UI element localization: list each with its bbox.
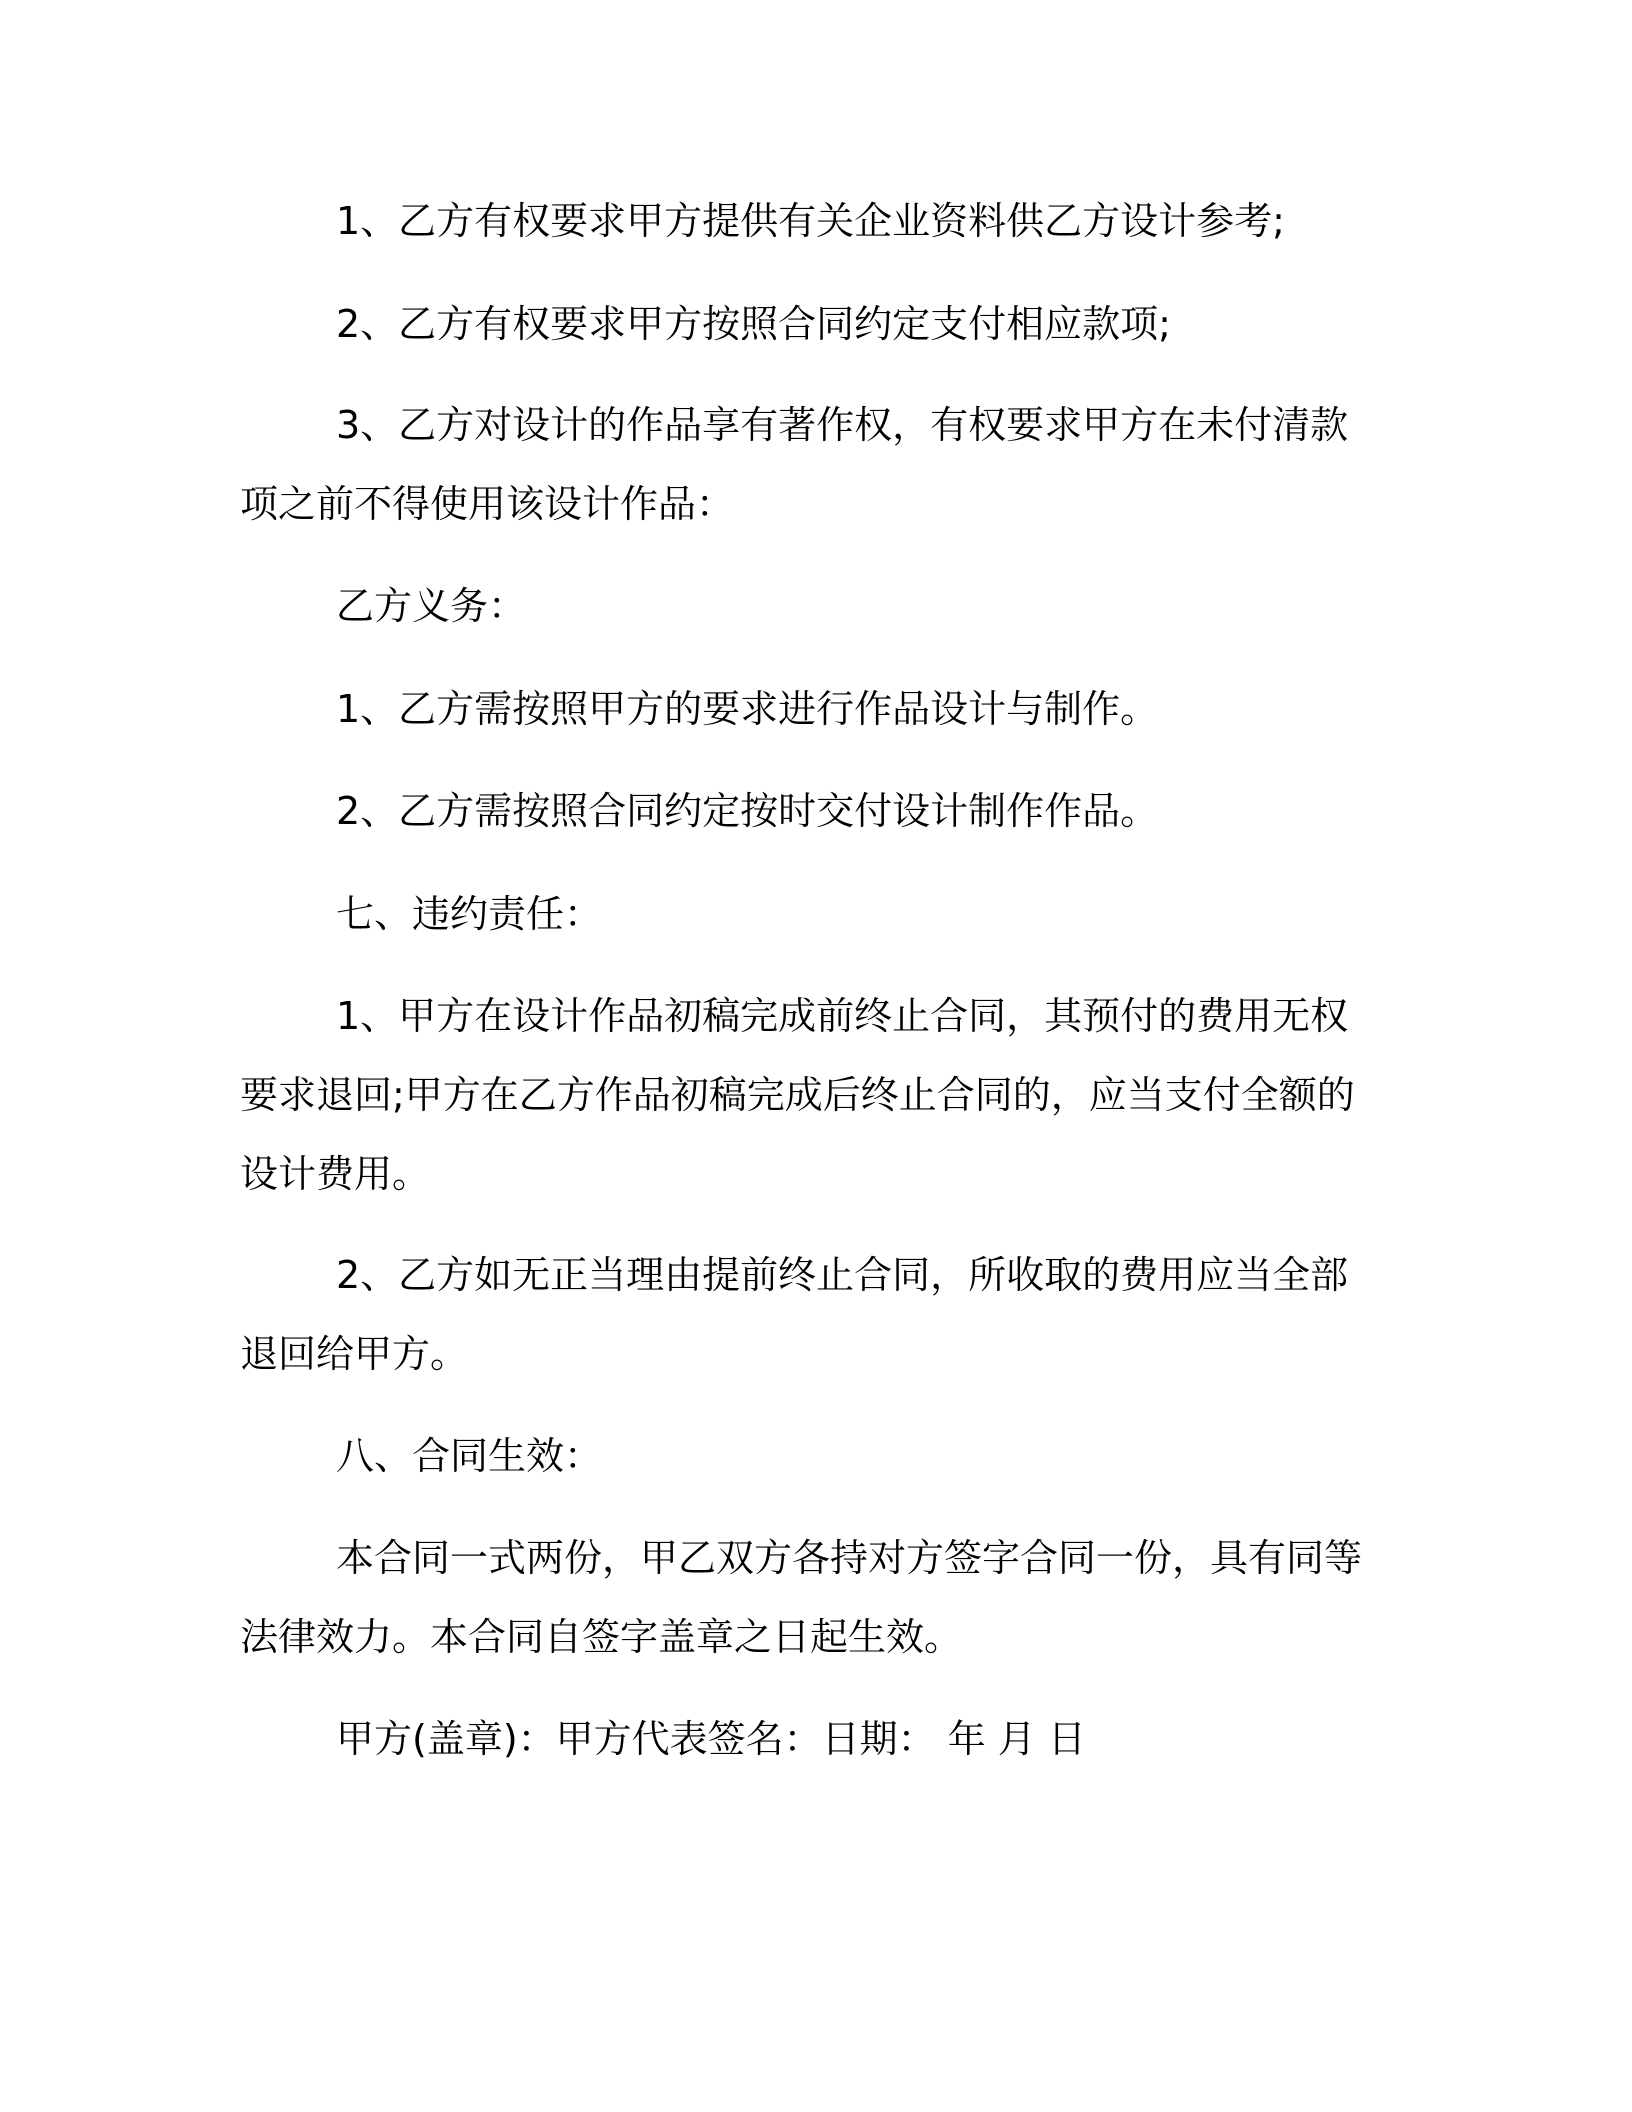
paragraph-obligation-1: 1、乙方需按照甲方的要求进行作品设计与制作。 — [336, 687, 1159, 731]
paragraph-liability-1: 1、甲方在设计作品初稿完成前终止合同，其预付的费用无权要求退回;甲方在乙方作品初稿完成后终止合同的，应当支付全额的设计费用。 — [240, 994, 1355, 1196]
paragraph-rights-1: 1、乙方有权要求甲方提供有关企业资料供乙方设计参考; — [336, 199, 1285, 243]
section-heading-effectiveness: 八、合同生效： — [336, 1434, 603, 1478]
paragraph-liability-2: 2、乙方如无正当理由提前终止合同，所收取的费用应当全部退回给甲方。 — [240, 1253, 1349, 1376]
paragraph-rights-2: 2、乙方有权要求甲方按照合同约定支付相应款项; — [336, 302, 1171, 346]
paragraph-obligation-2: 2、乙方需按照合同约定按时交付设计制作作品。 — [336, 789, 1159, 833]
section-heading-obligations: 乙方义务： — [336, 584, 527, 628]
section-heading-liability: 七、违约责任： — [336, 892, 603, 936]
paragraph-effectiveness: 本合同一式两份，甲乙双方各持对方签字合同一份，具有同等法律效力。本合同自签字盖章之日起生效。 — [240, 1536, 1363, 1659]
signature-line: 甲方(盖章)：甲方代表签名：日期： 年 月 日 — [336, 1717, 1086, 1761]
paragraph-rights-3: 3、乙方对设计的作品享有著作权，有权要求甲方在未付清款项之前不得使用该设计作品： — [240, 403, 1349, 526]
